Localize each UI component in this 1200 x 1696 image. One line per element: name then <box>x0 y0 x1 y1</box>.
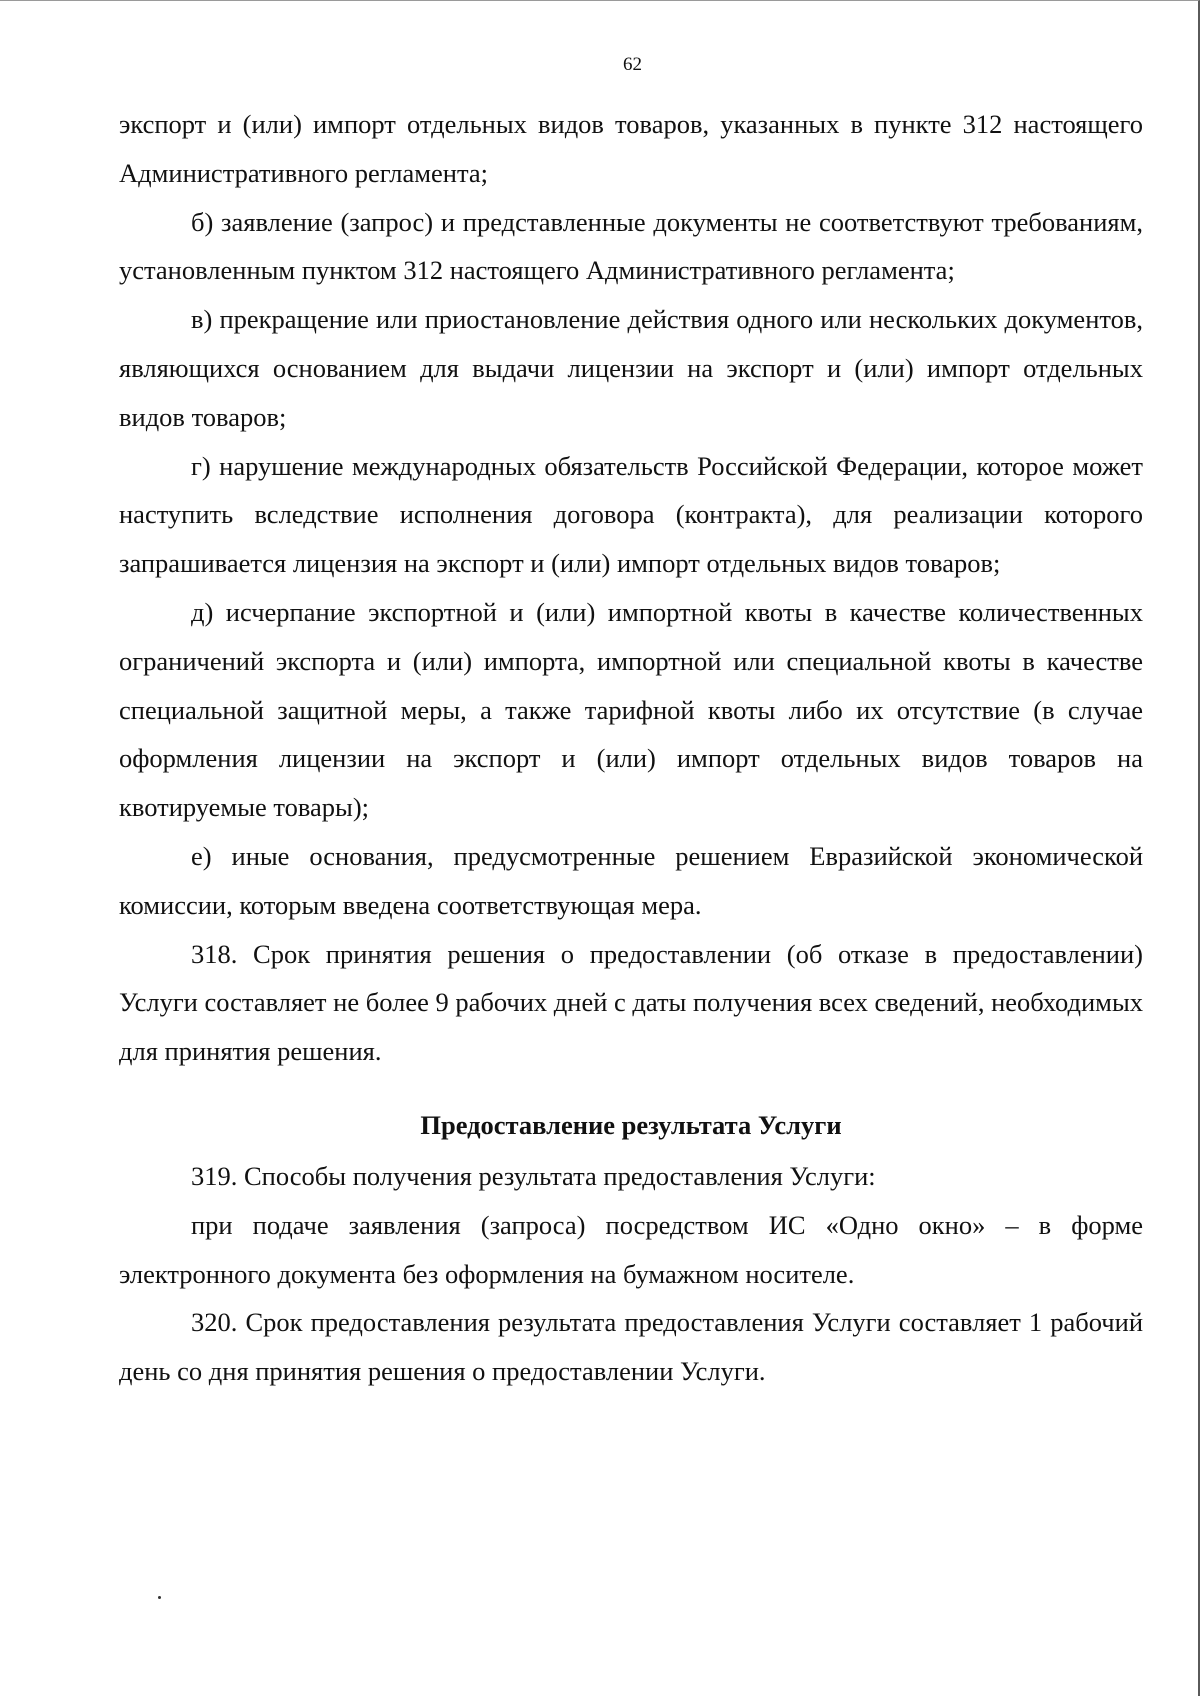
paragraph-item-b: б) заявление (запрос) и представленные документы не соответствуют требованиям, установленным пунктом 312 настоящего Административного регламента; <box>119 206 1143 286</box>
paragraph-item-d: д) исчерпание экспортной и (или) импортной квоты в качестве количественных ограничений экспорта и (или) импорта, импортной или специальной квоты в качестве специальной защитной меры, а также тарифной квоты либо их отсутствие (в случае оформления лицензии на экспорт и (или) импорт отдельных видов товаров на квотируемые товары); <box>119 596 1143 823</box>
paragraph-320: 320. Срок предоставления результата предоставления Услуги составляет 1 рабочий день со дня принятия решения о предоставлении Услуги. <box>119 1307 1143 1387</box>
section-heading: Предоставление результата Услуги <box>420 1109 842 1140</box>
paragraph-318: 318. Срок принятия решения о предоставлении (об отказе в предоставлении) Услуги составляет не более 9 рабочих дней с даты получения всех сведений, необходимых для принятия решения. <box>119 938 1143 1067</box>
paragraph-continuation: экспорт и (или) импорт отдельных видов товаров, указанных в пункте 312 настоящего Административного регламента; <box>119 109 1143 188</box>
page-number: 62 <box>623 54 642 75</box>
paragraph-319: 319. Способы получения результата предоставления Услуги: <box>191 1160 876 1191</box>
paragraph-item-g: г) нарушение международных обязательств Российской Федерации, которое может наступить вследствие исполнения договора (контракта), для реализации которого запрашивается лицензия на экспорт и (или) импорт отдельных видов товаров; <box>119 450 1143 579</box>
paragraph-item-v: в) прекращение или приостановление действия одного или нескольких документов, являющихся основанием для выдачи лицензии на экспорт и (или) импорт отдельных видов товаров; <box>119 304 1143 432</box>
paragraph-item-e: е) иные основания, предусмотренные решением Евразийской экономической комиссии, которым введена соответствующая мера. <box>119 840 1143 920</box>
scan-artifact-dot <box>158 1596 161 1599</box>
document-body <box>119 100 1143 1396</box>
paragraph-319-method: при подаче заявления (запроса) посредством ИС «Одно окно» – в форме электронного документа без оформления на бумажном носителе. <box>119 1209 1143 1289</box>
